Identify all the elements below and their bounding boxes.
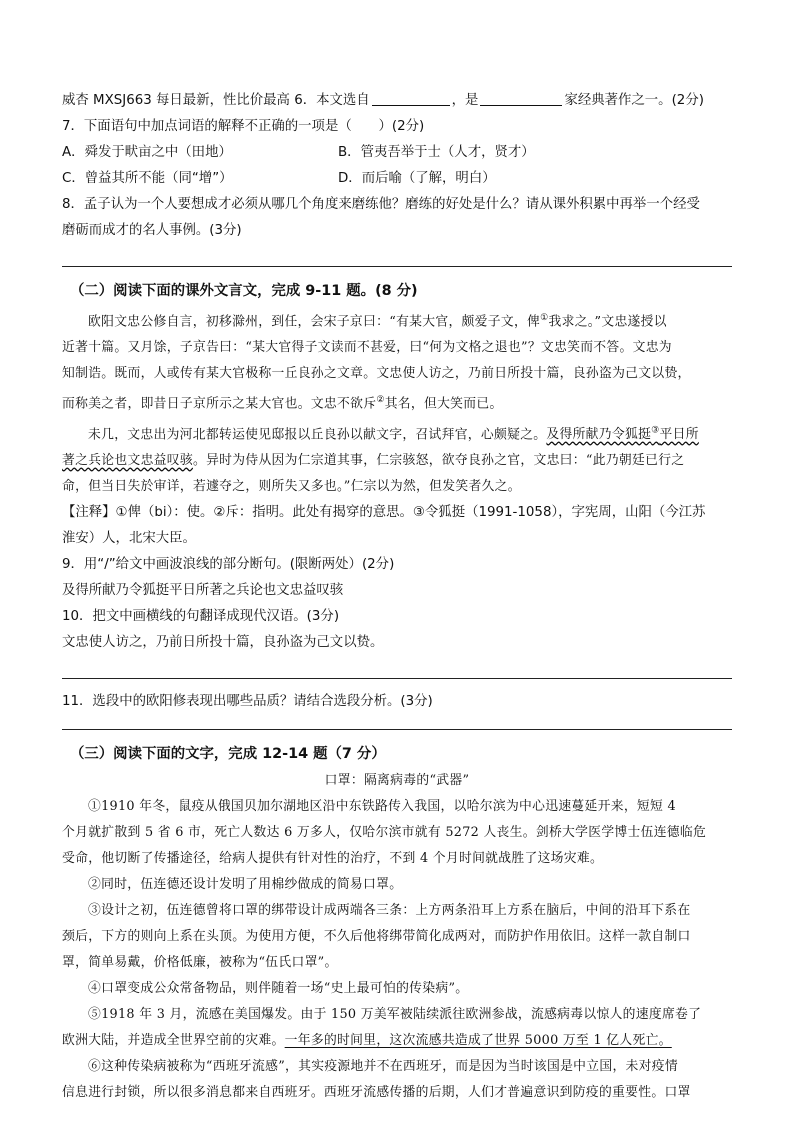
answer-line[interactable] xyxy=(62,678,732,679)
passage-p1-line-3: 知制诰。既而，人或传有某大官极称一丘良孙之文章。文忠使人访之，乃前日所投十篇，良孙盗为己文以贽， xyxy=(62,366,691,382)
note-ref-1: ① xyxy=(540,313,549,323)
q10-sentence: 文忠使人访之，乃前日所投十篇，良孙盗为己文以贽。 xyxy=(62,634,384,650)
annotation-line-1: 【注释】①俾（bi）：使。②斥：指明。此处有揭穿的意思。③令狐挺（1991-1058），字宪周，山阳（今江苏 xyxy=(62,504,706,520)
q6-text-c: 家经典著作之一。(2分) xyxy=(564,93,704,108)
q7-option-a[interactable]: A．舜发于畎亩之中（田地） xyxy=(62,145,232,160)
passage-p1-line-4: 而称美之者，即昔日子京所示之某大官也。文忠不欲斥②其名，但大笑而已。 xyxy=(62,395,503,412)
note-ref-3: ③ xyxy=(651,425,660,436)
article-title: 口罩：隔离病毒的“武器” xyxy=(324,772,470,788)
passage-p1-line-2: 近著十篇。又月馀，子京告曰：“某大官得子文读而不甚爱，曰“何为文格之退也”？文忠笑而不答。文忠为 xyxy=(62,340,672,356)
q7-stem: 7．下面语句中加点词语的解释不正确的一项是（ ）(2分) xyxy=(62,119,425,134)
q6-text-a: 威杏 MXSJ663 每日最新，性比价最高 6．本文选自 xyxy=(62,93,370,108)
q6-text-b: ，是 xyxy=(451,93,479,108)
exam-page xyxy=(62,88,732,1106)
article-p2: ②同时，伍连德还设计发明了用棉纱做成的简易口罩。 xyxy=(88,876,403,892)
q7-options-row-1 xyxy=(62,140,732,166)
answer-blank-2[interactable] xyxy=(480,90,562,106)
q11-stem: 11．选段中的欧阳修表现出哪些品质？请结合选段分析。(3分) xyxy=(62,693,433,709)
wavy-underline-sentence: 及得所献乃令狐挺③平日所 xyxy=(546,425,699,442)
answer-line[interactable] xyxy=(62,266,732,267)
q6-line xyxy=(62,88,732,114)
underlined-sentence: 一年多的时间里，这次流感共造成了世界 5000 万至 1 亿人死亡。 xyxy=(284,1032,672,1048)
passage-p2-line-3: 命，但当日失於审详，若遽夺之，则所失又多也。”仁宗以为然，但发笑者久之。 xyxy=(62,478,521,494)
q8-line-1: 8．孟子认为一个人要想成才必须从哪几个角度来磨练他？磨练的好处是什么？请从课外积累中再举一个经受 xyxy=(62,197,700,212)
q9-sentence: 及得所献乃令狐挺平日所著之兵论也文忠益叹骇 xyxy=(62,582,344,598)
annotation-line-2: 淮安）人，北宋大臣。 xyxy=(62,530,196,546)
answer-line[interactable] xyxy=(62,729,732,730)
article-p5-line-2: 欧洲大陆，并造成全世界空前的灾难。一年多的时间里，这次流感共造成了世界 5000 万至 1 亿人死亡。 xyxy=(62,1032,672,1048)
article-p6-line-2: 信息进行封锁，所以很多消息都来自西班牙。西班牙流感传播的后期，人们才普遍意识到防疫的重要性。口罩 xyxy=(62,1084,691,1100)
article-p3-line-2: 颈后，下方的则向上系在头顶。为使用方便，不久后他将绑带简化成两对，而防护作用依旧。这样一款自制口 xyxy=(62,928,691,944)
section-3-heading: （三）阅读下面的文字，完成 12-14 题（7 分） xyxy=(70,745,386,762)
article-p3-line-1: ③设计之初，伍连德曾将口罩的绑带设计成两端各三条：上方两条沿耳上方系在脑后，中间的沿耳下系在 xyxy=(88,902,691,918)
q7-option-b[interactable]: B．管夷吾举于士（人才，贤才） xyxy=(338,145,535,160)
q10-stem: 10．把文中画横线的句翻译成现代汉语。(3分) xyxy=(62,608,340,624)
q7-option-d[interactable]: D．而后喻（了解，明白） xyxy=(338,171,496,186)
note-ref-2: ② xyxy=(376,395,385,406)
q7-options-row-2 xyxy=(62,166,732,192)
q9-stem: 9．用“/”给文中画波浪线的部分断句。(限断两处）(2分) xyxy=(62,556,395,572)
wavy-underline-sentence-cont: 著之兵论也文忠益叹骇 xyxy=(62,452,193,468)
section-2-heading: （二）阅读下面的课外文言文，完成 9-11 题。(8 分) xyxy=(70,283,418,299)
article-p5-line-1: ⑤1918 年 3 月，流感在美国爆发。由于 150 万美军被陆续派往欧洲参战，流感病毒以惊人的速度席卷了 xyxy=(88,1006,702,1022)
passage-p1-line-1: 欧阳文忠公修自言，初移滁州，到任，会宋子京曰：“有某大官，颇爱子文，俾①我求之。”文忠遂授以 xyxy=(88,313,667,330)
q8-line-2: 磨砺而成才的名人事例。(3分) xyxy=(62,223,242,238)
article-p1-line-2: 个月就扩散到 5 省 6 市，死亡人数达 6 万多人，仅哈尔滨市就有 5272 人丧生。剑桥大学医学博士伍连德临危 xyxy=(62,824,707,840)
answer-blank-1[interactable] xyxy=(372,90,450,106)
article-p1-line-3: 受命，他切断了传播途径，给病人提供有针对性的治疗，不到 4 个月时间就战胜了这场灾难。 xyxy=(62,850,604,866)
article-p4: ④口罩变成公众常备物品，则伴随着一场“史上最可怕的传染病”。 xyxy=(88,980,469,996)
passage-p2-line-2: 著之兵论也文忠益叹骇。异时为侍从因为仁宗道其事，仁宗骇怒，欲夺良孙之官，文忠曰：“此乃朝廷已行之 xyxy=(62,452,685,468)
article-p6-line-1: ⑥这种传染病被称为“西班牙流感”，其实疫源地并不在西班牙，而是因为当时该国是中立国，未对疫情 xyxy=(88,1058,678,1074)
article-p3-line-3: 罩，简单易戴，价格低廉，被称为“伍氏口罩”。 xyxy=(62,954,338,970)
article-p1-line-1: ①1910 年冬，鼠疫从俄国贝加尔湖地区沿中东铁路传入我国，以哈尔滨为中心迅速蔓延开来，短短 4 xyxy=(88,798,676,814)
q7-option-c[interactable]: C．曾益其所不能（同“增”） xyxy=(62,171,233,186)
passage-p2-line-1: 未几，文忠出为河北都转运使见邸报以丘良孙以献文字，召试拜官，心颇疑之。及得所献乃令狐挺③平日所 xyxy=(88,425,699,442)
